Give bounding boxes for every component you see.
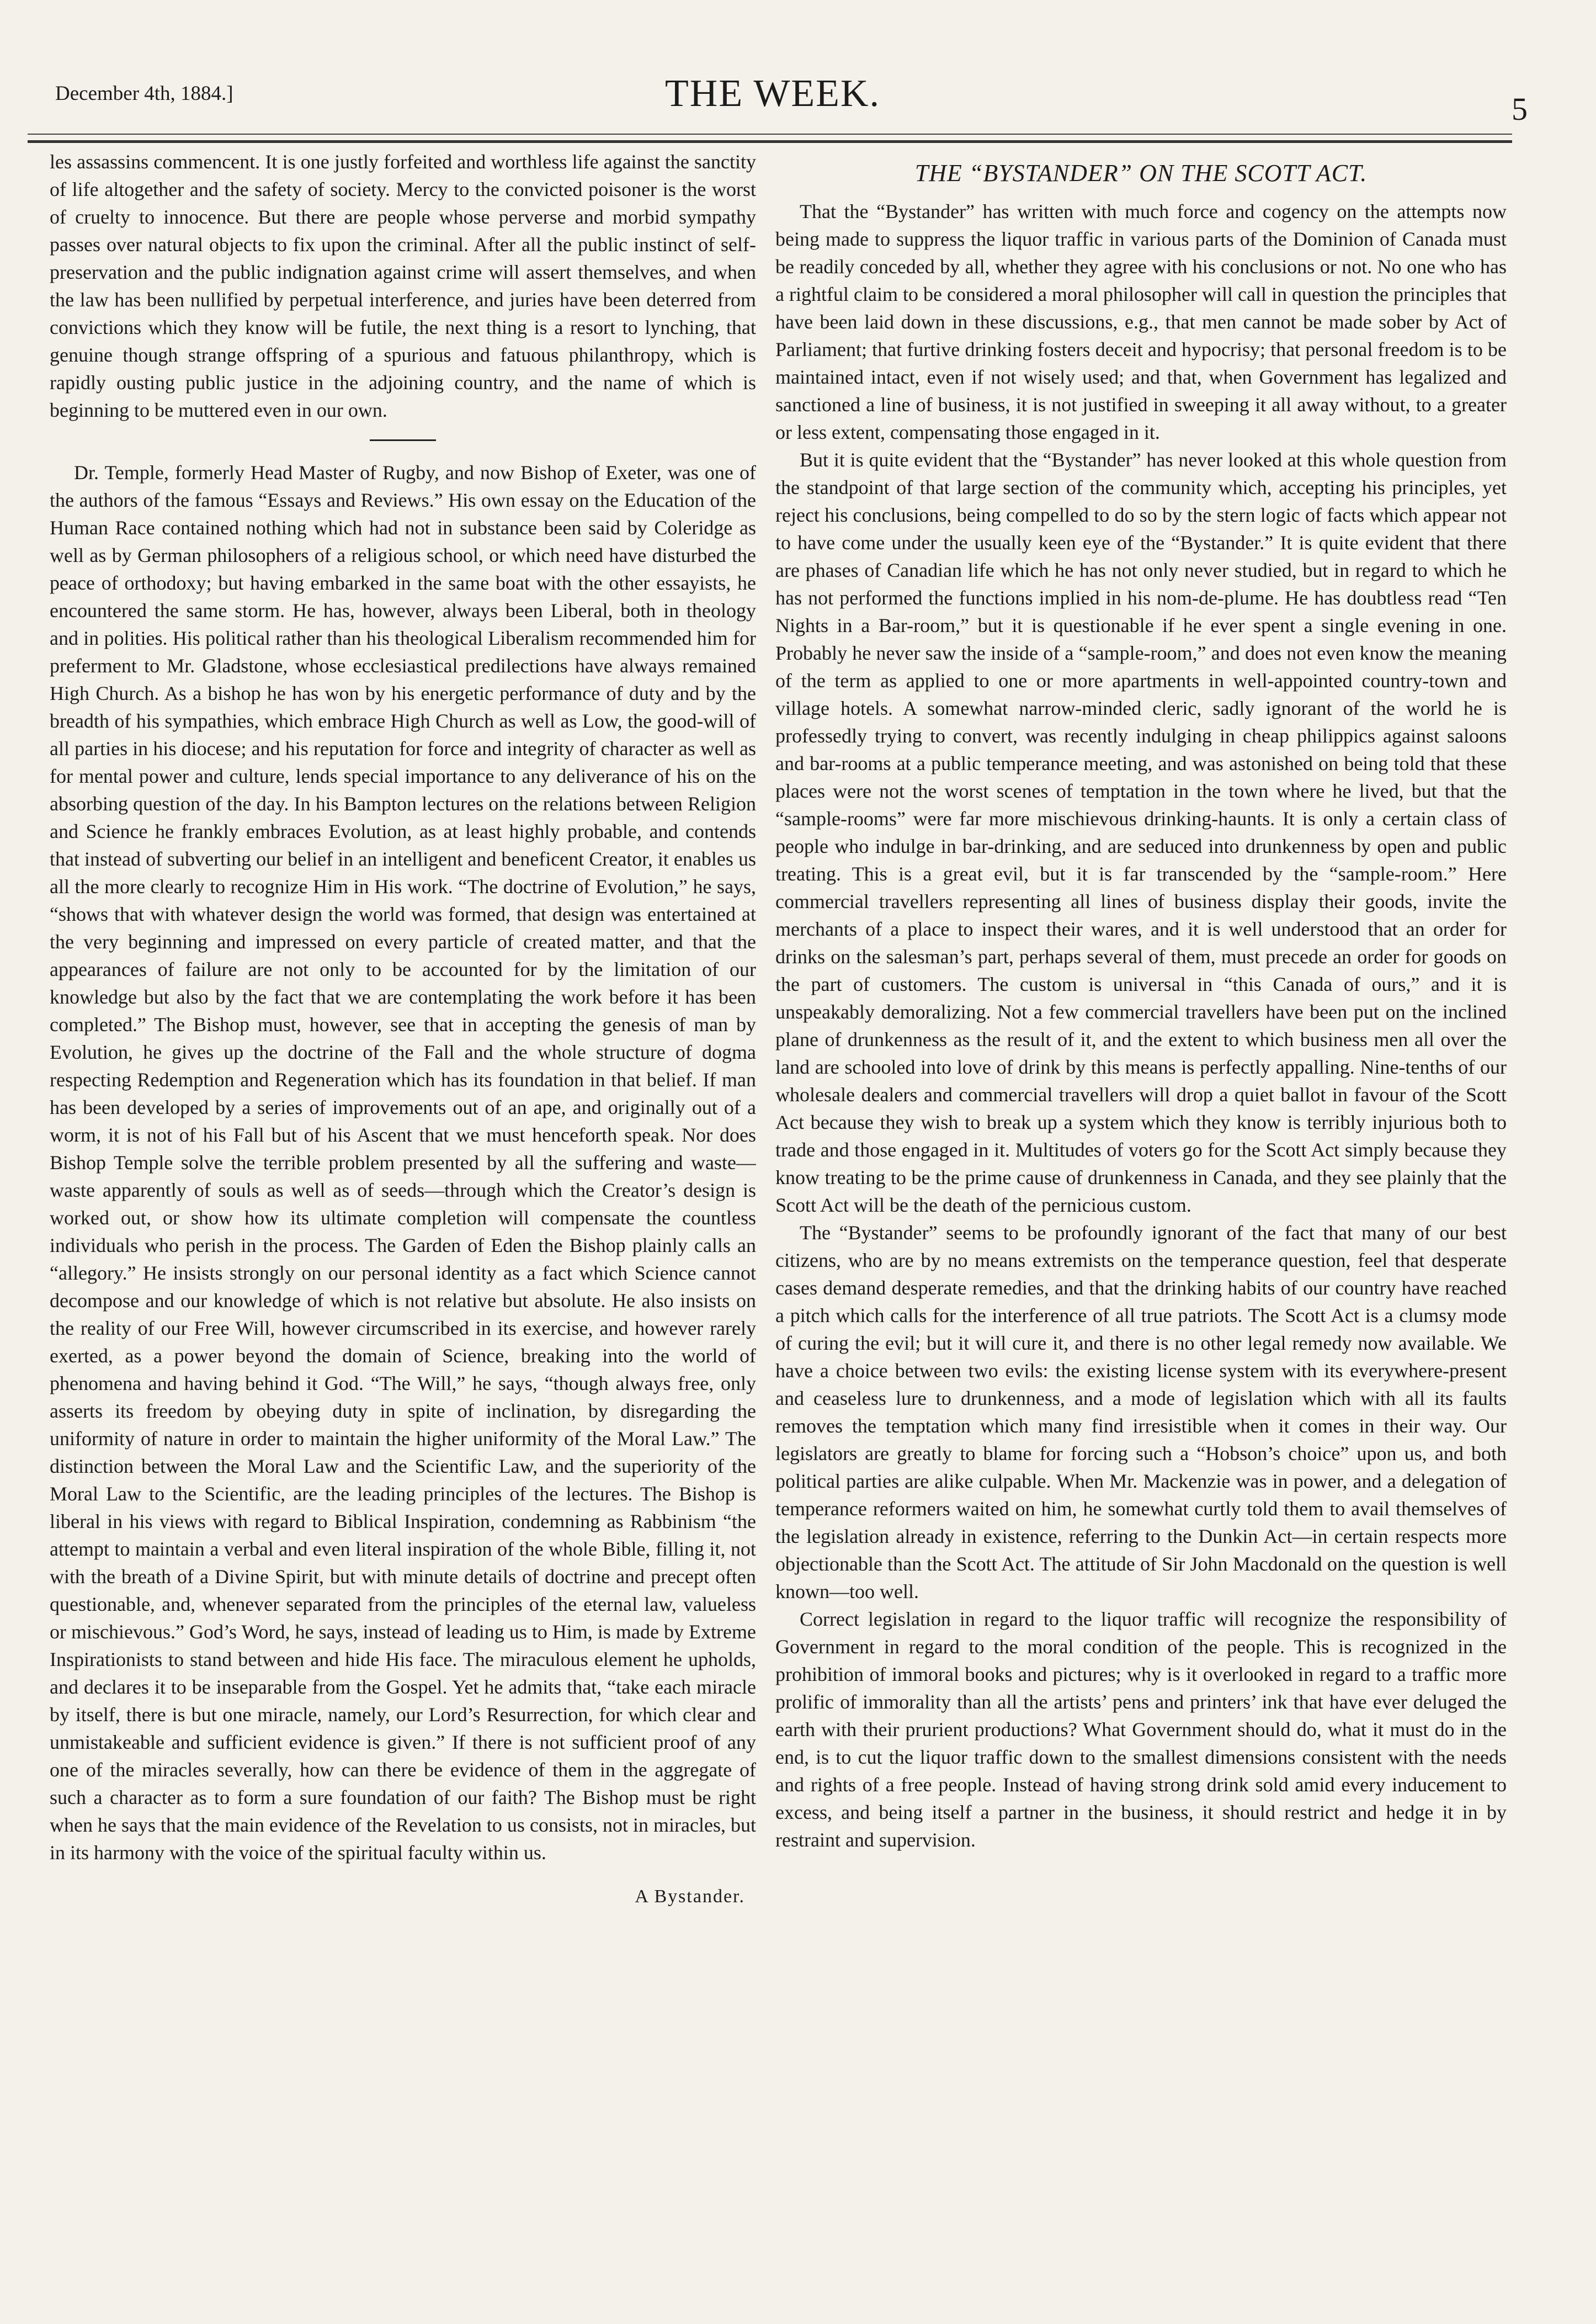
right-paragraph-3: The “Bystander” seems to be profoundly ignorant of the fact that many of our best citizens, who are by no means extremists on the temperance question, feel that desperate cases demand desperate remedies, and that the drinking habits of our country have reached a pitch which calls for the interference of all true patriots. The Scott Act is a clumsy mode of curing the evil; but it will cure it, and there is no other legal remedy now available. We have a choice between two evils: the existing license system with its everywhere-present and ceaseless lure to drunkenness, and a mode of legislation which with all its faults removes the temptation which many find irresistible when it comes in their way. Our legislators are greatly to blame for forcing such a “Hobson’s choice” upon us, and both political parties are alike culpable. When Mr. Mackenzie was in power, and a delegation of temperance reformers waited on him, he somewhat curtly told them to avail themselves of the legislation already in existence, referring to the Dunkin Act—in certain respects more objectionable than the Scott Act. The attitude of Sir John Macdonald on the question is well known—too well. <box>775 1222 1507 1603</box>
page-number: 5 <box>1512 91 1528 127</box>
left-paragraph-1: les assassins commencent. It is one justly forfeited and worthless life against the sanctity of life altogether and the safety of society. Mercy to the convicted poisoner is the worst of cruelty to innocence. But there are people whose perverse and morbid sympathy passes over natural objects to fix upon the criminal. After all the public instinct of self-preservation and the public indignation against crime will assert themselves, and when the law has been nullified by perpetual interference, and juries have been deterred from convictions which they know will be futile, the next thing is a resort to lynching, that genuine though strange offspring of a spurious and fatuous philanthropy, which is rapidly ousting public justice in the adjoining country, and the name of which is beginning to be muttered even in our own. <box>50 151 756 421</box>
right-paragraph-2: But it is quite evident that the “Bystander” has never looked at this whole question from the standpoint of that large section of the community which, accepting his principles, yet reject his conclusions, being compelled to do so by the stern logic of facts which appear not to have come under the usually keen eye of the “Bystander.” It is quite evident that there are phases of Canadian life which he has not only never studied, but in regard to which he has not performed the functions implied in his nom-de-plume. He has doubtless read “Ten Nights in a Bar-room,” but it is questionable if he ever spent a single evening in one. Probably he never saw the inside of a “sample-room,” and does not even know the meaning of the term as applied to one or more apartments in well-appointed country-town and village hotels. A somewhat narrow-minded cleric, sadly ignorant of the world he is professedly trying to convert, was recently indulging in cheap philippics against saloons and bar-rooms at a public temperance meeting, and was astonished on being told that these places were not the worst scenes of temptation in the town where he lived, but that the “sample-rooms” were far more mischievous drinking-haunts. It is only a certain class of people who indulge in bar-drinking, and are seduced into drunkenness by open and public treating. This is a great evil, but it is far transcended by the “sample-room.” Here commercial travellers representing all lines of business display their goods, invite the merchants of a place to inspect their wares, and it is well understood that an order for drinks on the salesman’s part, perhaps several of them, must precede an order for goods on the part of customers. The custom is universal in “this Canada of ours,” and it is unspeakably demoralizing. Not a few commercial travellers have been put on the inclined plane of drunkenness as the result of it, and the extent to which business men all over the land are schooled into love of drink by this means is perfectly appalling. Nine-tenths of our wholesale dealers and commercial travellers will drop a quiet ballot in favour of the Scott Act because they wish to break up a system which they know is terribly injurious both to trade and those engaged in it. Multitudes of voters go for the Scott Act simply because they know treating to be the prime cause of drunkenness in Canada, and they see plainly that the Scott Act will be the death of the pernicious custom. <box>775 449 1507 1216</box>
right-paragraph-4: Correct legislation in regard to the liquor traffic will recognize the responsibility of Government in regard to the moral condition of the people. This is recognized in the prohibition of immoral books and pictures; why is it overlooked in regard to a traffic more prolific of immorality than all the artists’ pens and printers’ ink that have ever deluged the earth with their prurient productions? What Government should do, what it must do in the end, is to cut the liquor traffic down to the smallest dimensions consistent with the needs and rights of a free people. Instead of having strong drink sold amid every inducement to excess, and being itself a partner in the business, it should restrict and hedge it in by restraint and supervision. <box>775 1608 1507 1851</box>
section-separator <box>370 439 436 441</box>
right-column <box>775 148 1507 2301</box>
right-paragraph-1: That the “Bystander” has written with much force and cogency on the attempts now being made to suppress the liquor traffic in various parts of the Dominion of Canada must be readily conceded by all, whether they agree with his conclusions or not. No one who has a rightful claim to be considered a moral philosopher will call in question the principles that have been laid down in these discussions, e.g., that men cannot be made sober by Act of Parliament; that furtive drinking fosters deceit and hypocrisy; that personal freedom is to be maintained intact, even if not wisely used; and that, when Government has legalized and sanctioned a line of business, it is not justified in sweeping it all away without, to a greater or less extent, compensating those engaged in it. <box>775 200 1507 443</box>
masthead-title: THE WEEK. <box>665 72 880 115</box>
page-header <box>33 66 1528 132</box>
header-rule-thick <box>28 140 1512 143</box>
left-column <box>50 148 756 2301</box>
left-paragraph-2: Dr. Temple, formerly Head Master of Rugby, and now Bishop of Exeter, was one of the authors of the famous “Essays and Reviews.” His own essay on the Education of the Human Race contained nothing which had not in substance been said by Coleridge as well as by German philosophers of a religious school, or which need have disturbed the peace of orthodoxy; but having embarked in the same boat with the other essayists, he encountered the same storm. He has, however, always been Liberal, both in theology and in polities. His political rather than his theological Liberalism recommended him for preferment to Mr. Gladstone, whose ecclesiastical predilections have always remained High Church. As a bishop he has won by his energetic performance of duty and by the breadth of his sympathies, which embrace High Church as well as Low, the good-will of all parties in his diocese; and his reputation for force and integrity of character as well as for mental power and culture, lends special importance to any deliverance of his on the absorbing question of the day. In his Bampton lectures on the relations between Religion and Science he frankly embraces Evolution, as at least highly probable, and contends that instead of subverting our belief in an intelligent and beneficent Creator, it enables us all the more clearly to recognize Him in His work. “The doctrine of Evolution,” he says, “shows that with whatever design the world was formed, that design was entertained at the very beginning and impressed on every particle of created matter, and that the appearances of failure are not only to be accounted for by the limitation of our knowledge but also by the fact that we are contemplating the work before it has been completed.” The Bishop must, however, see that in accepting the genesis of man by Evolution, he gives up the doctrine of the Fall and the whole structure of dogma respecting Redemption and Regeneration which has its foundation in that belief. If man has been developed by a series of improvements out of an ape, and originally out of a worm, it is not of his Fall but of his Ascent that we must henceforth speak. Nor does Bishop Temple solve the terrible problem presented by all the suffering and waste—waste apparently of souls as well as of seeds—through which the Creator’s design is worked out, or show how its ultimate completion will compensate the countless individuals who perish in the process. The Garden of Eden the Bishop plainly calls an “allegory.” He insists strongly on our personal identity as a fact which Science cannot decompose and our knowledge of which is not relative but absolute. He also insists on the reality of our Free Will, however circumscribed in its exercise, and however rarely exerted, as a power beyond the domain of Science, breaking into the world of phenomena and having behind it God. “The Will,” he says, “though always free, only asserts its freedom by obeying duty in spite of inclination, by disregarding the uniformity of nature in order to maintain the higher uniformity of the Moral Law.” The distinction between the Moral Law and the Scientific Law, and the superiority of the Moral Law to the Scientific, are the leading principles of the lectures. The Bishop is liberal in his views with regard to Biblical Inspiration, condemning as Rabbinism “the attempt to maintain a verbal and even literal inspiration of the whole Bible, filling it, not with the breath of a Divine Spirit, but with minute details of doctrine and precept often questionable, and, whenever separated from the principles of the eternal law, valueless or mischievous.” God’s Word, he says, instead of leading us to Him, is made by Extreme Inspirationists to stand between and hide His face. The miraculous element he upholds, and declares it to be inseparable from the Gospel. Yet he admits that, “take each miracle by itself, there is but one miracle, namely, our Lord’s Resurrection, for which clear and unmistakeable and sufficient evidence is given.” If there is not sufficient proof of any one of the miracles severally, how can there be evidence of them in the aggregate of such a character as to form a sure foundation of our faith? The Bishop must be right when he says that the main evidence of the Revelation to us consists, not in miracles, but in its harmony with the voice of the spiritual faculty within us. <box>50 461 756 1864</box>
issue-date: December 4th, 1884.] <box>55 82 233 105</box>
article-title: THE “BYSTANDER” ON THE SCOTT ACT. <box>914 160 1368 187</box>
header-rule-thin <box>28 134 1512 135</box>
article-signature: A Bystander. <box>635 1886 745 1907</box>
